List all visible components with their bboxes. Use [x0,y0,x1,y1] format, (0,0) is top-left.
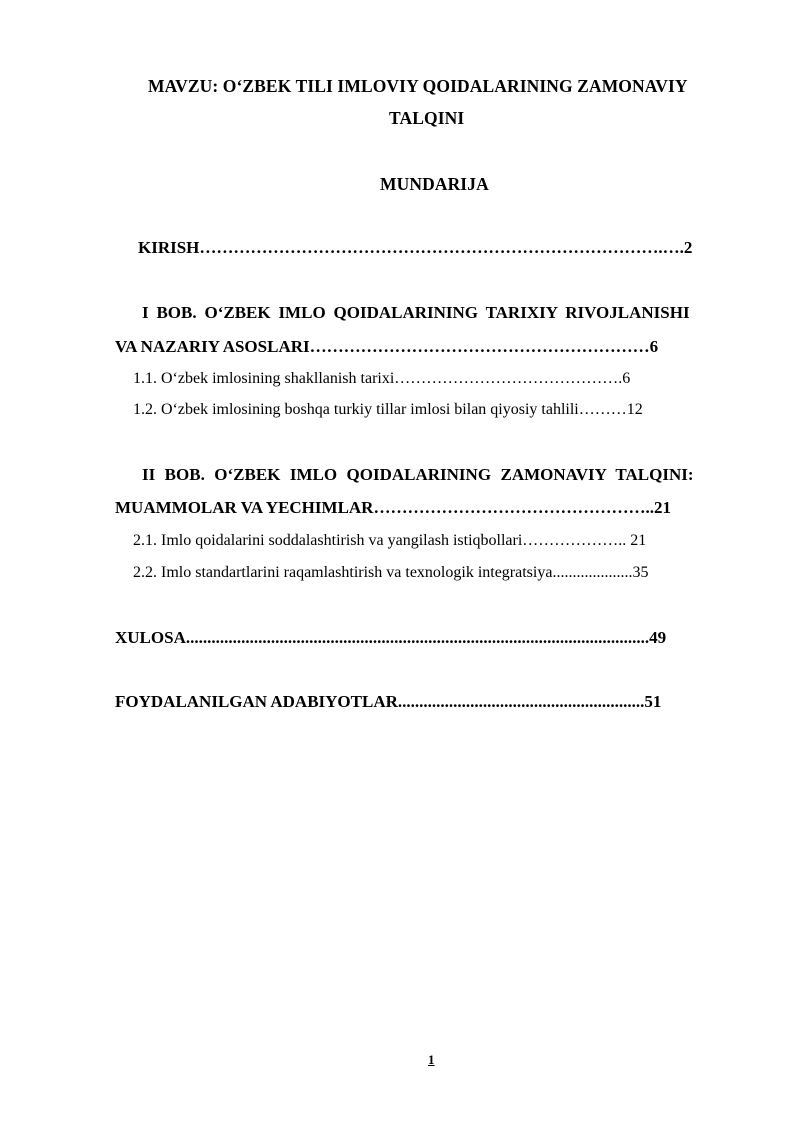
toc-heading: MUNDARIJA [380,174,489,194]
toc-entry-references: FOYDALANILGAN ADABIYOTLAR..........................................................51 [115,692,662,711]
toc-entry-chapter1-line1: I BOB. O‘ZBEK IMLO QOIDALARINING TARIXIY RIVOJLANISHI [142,303,690,322]
toc-entry-section-2-1: 2.1. Imlo qoidalarini soddalashtirish va yangilash istiqbollari……………….. 21 [133,532,647,549]
page-number: 1 [428,1052,435,1067]
document-title-line2: TALQINI [389,108,465,128]
toc-entry-chapter1-line2: VA NAZARIY ASOSLARI……………………………………………………6 [115,337,659,356]
toc-entry-section-1-2: 1.2. O‘zbek imlosining boshqa turkiy tillar imlosi bilan qiyosiy tahlili………12 [133,401,643,418]
toc-entry-section-1-1: 1.1. O‘zbek imlosining shakllanish tarixi…………………………………….6 [133,370,631,387]
toc-entry-chapter2-line2: MUAMMOLAR VA YECHIMLAR…………………………………………..21 [115,498,671,517]
toc-entry-conclusion: XULOSA.............................................................................................................49 [115,628,667,647]
toc-entry-chapter2-line1: II BOB. O‘ZBEK IMLO QOIDALARINING ZAMONAVIY TALQINI: [142,465,694,484]
toc-entry-intro: KIRISH……………………………………………………………………….….2 [138,238,693,257]
toc-entry-section-2-2: 2.2. Imlo standartlarini raqamlashtirish va texnologik integratsiya....................35 [133,564,649,581]
document-title-line1: MAVZU: O‘ZBEK TILI IMLOVIY QOIDALARINING ZAMONAVIY [148,76,688,96]
